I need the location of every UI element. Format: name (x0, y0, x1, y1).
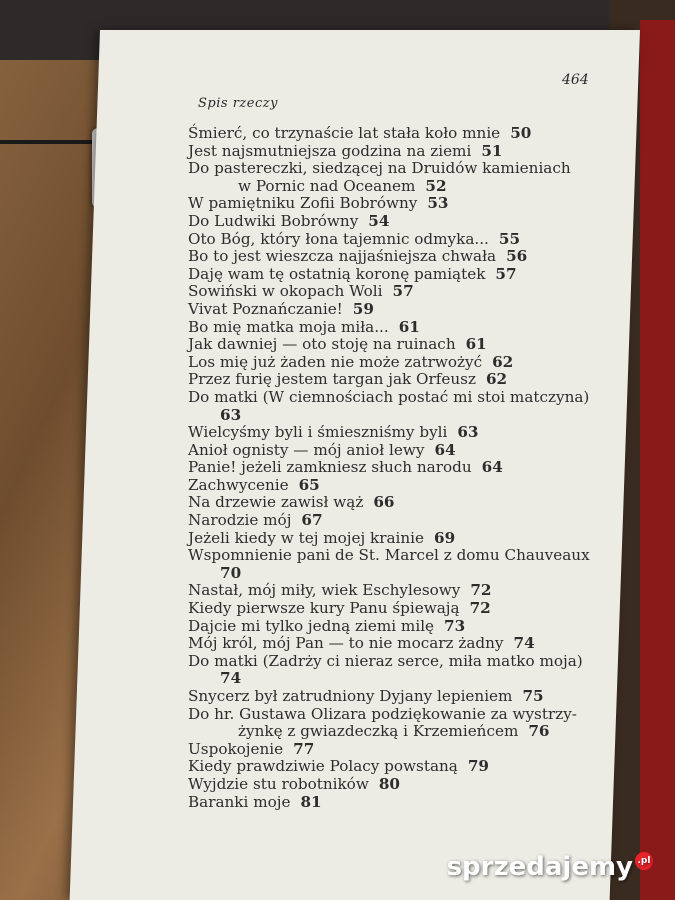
toc-entry-page: 74 (513, 634, 535, 653)
toc-entry-page: 56 (506, 247, 528, 266)
toc-entry-title: Bo to jest wieszcza najjaśniejsza chwała (188, 247, 497, 266)
toc-entry (188, 688, 618, 706)
toc-entry-page: 63 (220, 405, 242, 424)
toc-entry-title: Do Ludwiki Bobrówny (188, 211, 359, 230)
toc-entry-page: 57 (495, 264, 517, 283)
toc-entry-page: 72 (470, 581, 492, 600)
toc-entry-title: Bo mię matka moja miła... (188, 317, 389, 336)
book-page (70, 30, 640, 900)
toc-entry-page: 75 (522, 687, 544, 705)
toc-entry-page: 69 (434, 528, 456, 547)
toc-entry (188, 125, 618, 143)
toc-entry (188, 706, 618, 724)
toc-entry-title: Oto Bóg, który łona tajemnic odmyka... (188, 229, 489, 248)
toc-entry-page: 55 (498, 229, 521, 248)
toc-entry-title: w Pornic nad Oceanem (238, 176, 416, 195)
toc-entry (188, 776, 618, 794)
toc-entry-title: Jeżeli kiedy w tej mojej krainie (188, 528, 425, 547)
toc-entry (188, 195, 618, 213)
toc-entry-title: Snycerz był zatrudniony Dyjany lepieniem (188, 687, 513, 705)
toc-entry-page: 72 (469, 599, 491, 618)
toc-entry (188, 600, 618, 618)
book-cover-edge (640, 20, 675, 900)
toc-entry-page: 53 (427, 194, 449, 213)
toc-entry (188, 319, 618, 337)
toc-entry-page: 57 (392, 282, 414, 301)
watermark-brand: sprzedajemy (446, 852, 633, 882)
toc-entry-page: 63 (457, 423, 479, 442)
toc-entry (188, 582, 618, 600)
page-number: 464 (562, 72, 589, 88)
toc-entry (188, 336, 618, 354)
watermark-logo (447, 852, 653, 882)
toc-entry-title: żynkę z gwiazdeczką i Krzemieńcem (238, 722, 519, 741)
toc-entry-title: Do matki (W ciemnościach postać mi stoi matczyna) (188, 387, 590, 406)
toc-entry-page: 66 (373, 493, 395, 512)
toc-entry-page: 73 (444, 616, 466, 635)
toc-entry-page: 51 (481, 141, 503, 160)
toc-entry-title: Narodzie mój (188, 511, 292, 530)
running-header: Spis rzeczy (198, 96, 278, 111)
toc-entry-title: Los mię już żaden nie może zatrwożyć (188, 352, 483, 371)
toc-entry-page: 65 (298, 475, 320, 494)
toc-entry (188, 723, 618, 741)
toc-entry (188, 459, 618, 477)
toc-entry (188, 248, 618, 266)
watermark-badge: .pl (635, 852, 653, 870)
toc-entry-title: W pamiętniku Zofii Bobrówny (188, 194, 418, 213)
toc-entry-title: Mój król, mój Pan — to nie mocarz żadny (188, 634, 504, 653)
toc-entry-title: Daję wam tę ostatnią koronę pamiątek (188, 264, 486, 283)
toc-entry (188, 266, 618, 284)
toc-entry-page: 77 (293, 739, 315, 758)
toc-entry-page: 74 (220, 669, 242, 688)
toc-entry (188, 231, 618, 249)
toc-entry-title: Wielcyśmy byli i śmieszniśmy byli (188, 423, 448, 442)
toc-entry-title: Przez furię jestem targan jak Orfeusz (188, 370, 476, 389)
toc-entry-title: Śmierć, co trzynaście lat stała koło mnie (188, 124, 501, 142)
toc-entry (188, 494, 618, 512)
toc-entry-title: Kiedy prawdziwie Polacy powstaną (188, 757, 458, 776)
toc-entry (188, 758, 618, 776)
toc-entry-page: 79 (467, 757, 489, 776)
toc-entry (188, 635, 618, 653)
toc-entry (188, 407, 618, 425)
toc-entry (188, 794, 618, 812)
toc-entry-page: 59 (352, 299, 374, 318)
toc-entry-page: 76 (528, 722, 550, 741)
toc-entry-page: 62 (485, 370, 508, 389)
toc-entry (188, 424, 618, 442)
toc-entry (188, 670, 618, 688)
toc-entry (188, 371, 618, 389)
toc-entry (188, 547, 618, 565)
toc-entry (188, 477, 618, 495)
toc-entry (188, 389, 618, 407)
toc-entry-title: Kiedy pierwsze kury Panu śpiewają (188, 599, 460, 618)
toc-entry-title: Do hr. Gustawa Olizara podziękowanie za wystrzy- (188, 704, 577, 723)
toc-entry-title: Nastał, mój miły, wiek Eschylesowy (188, 581, 461, 600)
toc-entry-page: 64 (434, 440, 456, 459)
toc-entry-page: 64 (481, 458, 503, 477)
toc-entry-title: Do pastereczki, siedzącej na Druidów kamieniach (188, 159, 571, 178)
toc-entry (188, 653, 618, 671)
toc-entry-title: Vivat Poznańczanie! (188, 299, 343, 318)
toc-entry (188, 143, 618, 161)
toc-entry-title: Na drzewie zawisł wąż (188, 493, 364, 512)
toc-entry-title: Jak dawniej — oto stoję na ruinach (188, 335, 456, 354)
toc-entry (188, 741, 618, 759)
toc-entry-page: 62 (492, 352, 514, 371)
toc-entry-title: Zachwycenie (188, 475, 289, 494)
toc-entry (188, 512, 618, 530)
toc-entry-title: Panie! jeżeli zamkniesz słuch narodu (188, 458, 472, 477)
toc-entry-page: 50 (510, 124, 532, 142)
table-of-contents (188, 125, 618, 811)
toc-entry (188, 442, 618, 460)
toc-entry (188, 618, 618, 636)
toc-entry (188, 178, 618, 196)
toc-entry-title: Sowiński w okopach Woli (188, 282, 383, 301)
toc-entry-title: Wyjdzie stu robotników (188, 774, 369, 793)
toc-entry-page: 61 (465, 335, 487, 354)
toc-entry-page: 67 (301, 511, 323, 530)
toc-entry-title: Jest najsmutniejsza godzina na ziemi (188, 141, 472, 160)
toc-entry (188, 301, 618, 319)
toc-entry (188, 160, 618, 178)
toc-entry-page: 80 (378, 774, 400, 793)
toc-entry-page: 61 (398, 317, 420, 336)
toc-entry-title: Dajcie mi tylko jedną ziemi milę (188, 616, 435, 635)
toc-entry (188, 283, 618, 301)
toc-entry (188, 530, 618, 548)
toc-entry-title: Do matki (Zadrży ci nieraz serce, miła matko moja) (188, 651, 583, 670)
toc-entry-page: 52 (425, 176, 447, 195)
toc-entry (188, 565, 618, 583)
toc-entry (188, 213, 618, 231)
toc-entry-page: 54 (368, 211, 390, 230)
toc-entry-title: Anioł ognisty — mój anioł lewy (188, 440, 425, 459)
toc-entry-page: 70 (220, 563, 242, 582)
toc-entry-title: Baranki moje (188, 792, 291, 811)
toc-entry (188, 354, 618, 372)
toc-entry-title: Uspokojenie (188, 739, 284, 758)
toc-entry-title: Wspomnienie pani de St. Marcel z domu Chauveaux (188, 546, 590, 565)
toc-entry-page: 81 (300, 792, 322, 811)
